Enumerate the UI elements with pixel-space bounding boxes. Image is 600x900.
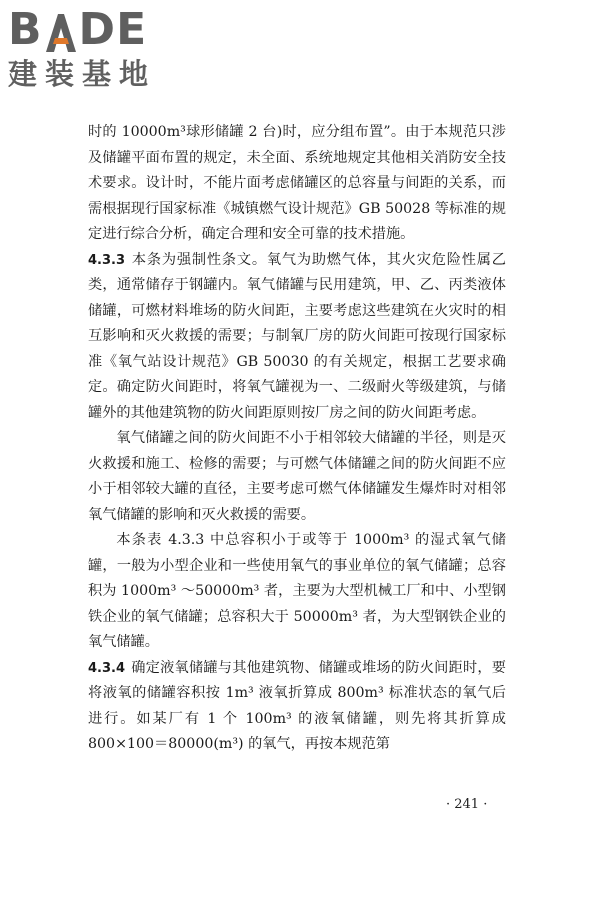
paragraph-text: 氧气储罐之间的防火间距不小于相邻较大储罐的半径，则是灭火救援和施工、检修的需要；与可燃气体储罐之间的防火间距不应小于相邻较大罐的直径，主要考虑可燃气体储罐发生爆炸时对相邻氧气储罐的影响和灭火救援的需要。 — [88, 430, 506, 523]
logo-tagline: 建装基地 — [8, 57, 157, 91]
paragraph-section-4-3-3 — [88, 248, 506, 427]
paragraph-text: 确定液氧储罐与其他建筑物、储罐或堆场的防火间距时，要将液氧的储罐容积按 1m³ 液氧折算成 800m³ 标准状态的氧气后进行。如某厂有 1 个 100m³ 的液氧储罐，则先将其折算成 800×100＝80000(m³) 的氧气，再按本规范第 — [88, 659, 506, 752]
paragraph-section-4-3-4 — [88, 656, 506, 758]
paragraph-text: 本条表 4.3.3 中总容积小于或等于 1000m³ 的湿式氧气储罐，一般为小型企业和一些使用氧气的事业单位的氧气储罐；总容积为 1000m³ ～50000m³ 者，主要为大型机械工厂和中、小型钢铁企业的氧气储罐；总容积大于 50000m³ 者，为大型钢铁企业的氧气储罐。 — [88, 532, 506, 650]
paragraph-continuation — [88, 120, 506, 248]
paragraph-text: 时的 10000m³球形储罐 2 台)时，应分组布置”。由于本规范只涉及储罐平面布置的规定，未全面、系统地规定其他相关消防安全技术要求。设计时，不能片面考虑储罐区的总容量与间距的关系，而需根据现行国家标准《城镇燃气设计规范》GB 50028 等标准的规定进行综合分析，确定合理和安全可靠的技术措施。 — [88, 124, 506, 242]
paragraph-oxygen-spacing — [88, 426, 506, 528]
bade-logo — [8, 6, 183, 92]
section-number: 4.3.4 — [88, 660, 126, 676]
page-number: · 241 · — [446, 797, 488, 812]
paragraph-table-4-3-3 — [88, 528, 506, 656]
logo-letters-de: DE — [78, 4, 148, 55]
logo-letter-b: B — [8, 4, 43, 55]
logo-wordmark — [8, 6, 183, 54]
document-body — [88, 120, 506, 758]
section-number: 4.3.3 — [88, 252, 126, 268]
logo-letter-a-icon — [44, 14, 78, 54]
paragraph-text: 本条为强制性条文。氧气为助燃气体，其火灾危险性属乙类，通常储存于钢罐内。氧气储罐与民用建筑，甲、乙、丙类液体储罐，可燃材料堆场的防火间距，主要考虑这些建筑在火灾时的相互影响和灭火救援的需要；与制氧厂房的防火间距可按现行国家标准《氧气站设计规范》GB 50030 的有关规定，根据工艺要求确定。确定防火间距时，将氧气罐视为一、二级耐火等级建筑，与储罐外的其他建筑物的防火间距原则按厂房之间的防火间距考虑。 — [88, 251, 506, 421]
